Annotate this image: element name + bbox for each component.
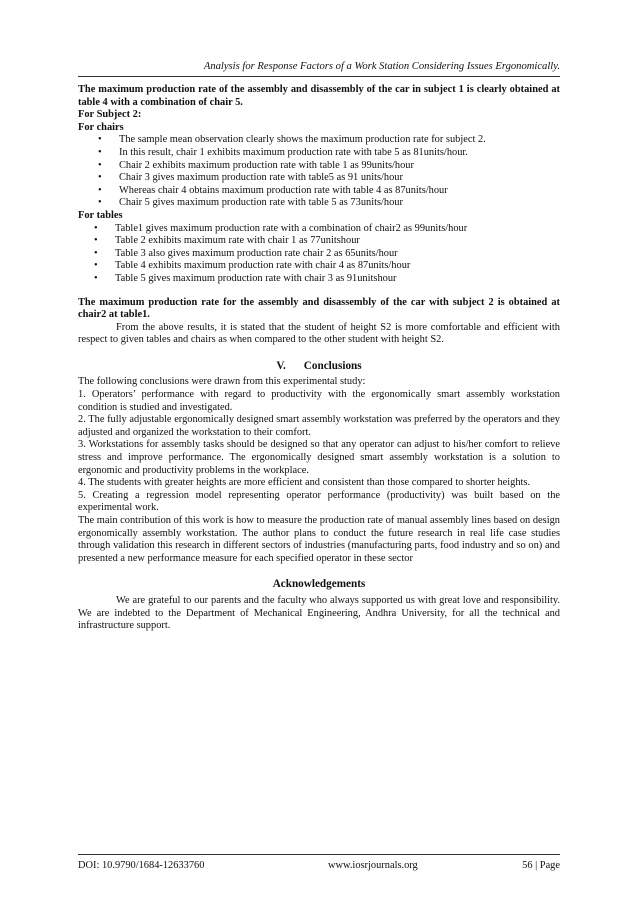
list-item: • Table 4 exhibits maximum production rate with chair 4 as 87units/hour — [94, 260, 411, 272]
bullet-icon: • — [98, 146, 102, 158]
tables-list — [78, 223, 560, 286]
list-item: • Whereas chair 4 obtains maximum production rate with table 4 as 87units/hour — [98, 184, 448, 196]
list-item: • In this result, chair 1 exhibits maximum production rate with tabe 5 as 81units/hour. — [98, 146, 468, 158]
section-number: V. — [276, 359, 286, 372]
bullet-icon: • — [94, 235, 98, 247]
subject1-conclusion: The maximum production rate of the assembly and disassembly of the car in subject 1 is clearly obtained at table 4 with a combination of chair 5. — [78, 84, 560, 108]
bullet-icon: • — [98, 197, 102, 209]
list-item: • Table 2 exhibits maximum rate with chair 1 as 77unitshour — [94, 235, 360, 247]
conclusions-intro: The following conclusions were drawn from this experimental study: — [78, 376, 366, 388]
chairs-heading: For chairs — [78, 121, 124, 133]
section-title-text: Conclusions — [303, 359, 362, 372]
list-item: • Table 3 also gives maximum production rate chair 2 as 65units/hour — [94, 247, 398, 259]
journal-site: www.iosrjournals.org — [328, 860, 418, 871]
bullet-icon: • — [94, 272, 98, 284]
bullet-icon: • — [98, 159, 102, 171]
page-body — [78, 84, 560, 633]
list-item: • Chair 2 exhibits maximum production rate with table 1 as 99units/hour — [98, 159, 414, 171]
subject2-heading: For Subject 2: — [78, 109, 142, 121]
list-item: • Chair 5 gives maximum production rate with table 5 as 73units/hour — [98, 197, 403, 209]
bullet-icon: • — [94, 222, 98, 234]
subject2-conclusion: The maximum production rate for the assembly and disassembly of the car with subject 2 is obtained at chair2 at table1. — [78, 296, 560, 321]
spacer — [78, 286, 560, 297]
chairs-list — [78, 134, 560, 210]
footer-rule — [78, 854, 560, 855]
tables-heading: For tables — [78, 209, 123, 221]
bullet-icon: • — [94, 260, 98, 272]
section-title-conclusions — [78, 360, 560, 373]
list-item: • Chair 3 gives maximum production rate with table5 as 91 units/hour — [98, 172, 403, 184]
conclusion-item: 5. Creating a regression model representing operator performance (productivity) was built based on the experimental work. — [78, 489, 560, 514]
bullet-icon: • — [98, 172, 102, 184]
header-rule — [78, 76, 560, 77]
section-title-acknowledgements: Acknowledgements — [272, 578, 366, 591]
conclusion-item: 1. Operators’ performance with regard to productivity with the ergonomically smart assembly workstation condition is studied and investigated. — [78, 389, 560, 413]
conclusion-item: 3. Workstations for assembly tasks should be designed so that any operator can adjust to his/her comfort to relieve stress and improve performance. The ergonomically designed smart assembly workstation is a solution to ergonomic and productivity problems in the workplace. — [78, 439, 560, 476]
bullet-icon: • — [98, 184, 102, 196]
list-item: • The sample mean observation clearly shows the maximum production rate for subject 2. — [98, 134, 486, 146]
conclusion-item: 2. The fully adjustable ergonomically designed smart assembly workstation was preferred by the operators and they adjusted and organized the workstation to their comfort. — [78, 414, 560, 438]
conclusion-item: 4. The students with greater heights are more efficient and consistent than those compared to shorter heights. — [78, 477, 531, 489]
bullet-icon: • — [98, 134, 102, 146]
list-item: • Table1 gives maximum production rate with a combination of chair2 as 99units/hour — [94, 222, 468, 234]
subject2-result: From the above results, it is stated that the student of height S2 is more comfortable and efficient with respect to given tables and chairs as when compared to the other student with height S2. — [78, 321, 560, 346]
acknowledgements-text: We are grateful to our parents and the faculty who always supported us with great love and responsibility. We are indebted to the Department of Mechanical Engineering, Andhra University, for all the technical and infrastructure support. — [78, 594, 560, 632]
doi-text: DOI: 10.9790/1684-12633760 — [78, 860, 205, 871]
running-title: Analysis for Response Factors of a Work Station Considering Issues Ergonomically. — [203, 61, 560, 72]
bullet-icon: • — [94, 247, 98, 259]
list-item: • Table 5 gives maximum production rate with chair 3 as 91unitshour — [94, 272, 397, 284]
contribution-paragraph: The main contribution of this work is how to measure the production rate of manual assembly lines based on design ergonomically assembly workstation. The author plans to conduct the future research in real life case studies through validation this research in different sectors of industries (manufacturing parts, food industry and so on) and presented a new performance measure for each specified operator in these sector — [78, 515, 560, 564]
page-number: 56 | Page — [522, 860, 560, 871]
